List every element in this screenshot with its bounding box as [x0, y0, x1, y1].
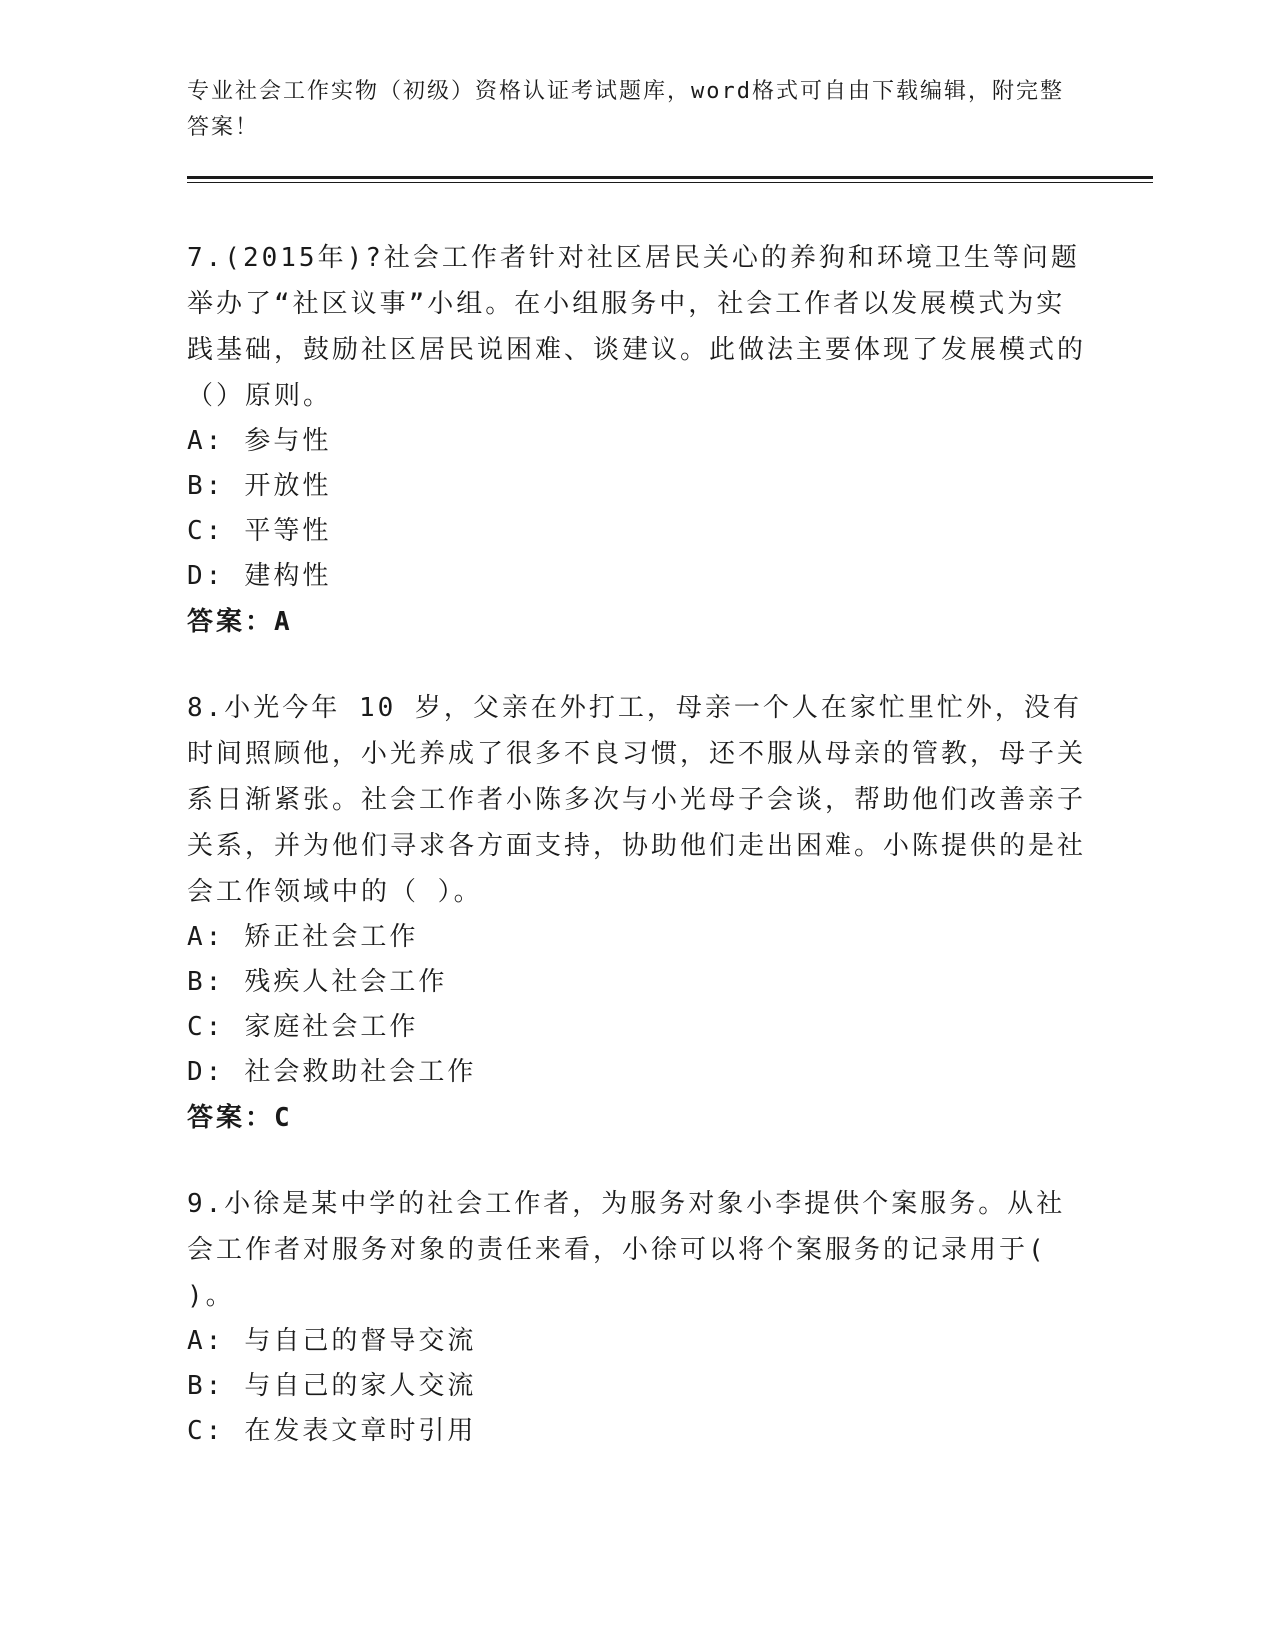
option-letter: C: — [187, 1416, 225, 1446]
option-b — [187, 464, 1087, 509]
option-d — [187, 554, 1087, 599]
option-letter: B: — [187, 1371, 225, 1401]
option-letter: D: — [187, 561, 225, 591]
answer-line: 答案：C — [187, 1103, 293, 1133]
answer-line: 答案：A — [187, 607, 293, 637]
option-text: 残疾人社会工作 — [244, 967, 448, 997]
option-text: 建构性 — [244, 561, 332, 591]
option-letter: C: — [187, 516, 225, 546]
option-letter: C: — [187, 1012, 225, 1042]
header-rule-thin — [187, 182, 1153, 183]
option-text: 参与性 — [244, 426, 332, 456]
option-text: 与自己的督导交流 — [244, 1326, 477, 1356]
option-b — [187, 960, 1087, 1005]
question-8 — [187, 685, 1087, 1141]
option-letter: B: — [187, 967, 225, 997]
document-header: 专业社会工作实物（初级）资格认证考试题库，word格式可自由下载编辑，附完整答案！ — [187, 79, 1064, 140]
option-a — [187, 915, 1087, 960]
option-letter: A: — [187, 426, 225, 456]
option-text: 开放性 — [244, 471, 332, 501]
option-text: 平等性 — [244, 516, 332, 546]
option-c — [187, 1005, 1087, 1050]
option-a — [187, 419, 1087, 464]
option-letter: B: — [187, 471, 225, 501]
option-d — [187, 1050, 1087, 1095]
option-a — [187, 1319, 1087, 1364]
option-b — [187, 1364, 1087, 1409]
question-9 — [187, 1181, 1087, 1454]
option-letter: A: — [187, 922, 225, 952]
question-stem: 9.小徐是某中学的社会工作者，为服务对象小李提供个案服务。从社会工作者对服务对象的责任来看，小徐可以将个案服务的记录用于( )。 — [187, 1189, 1066, 1311]
option-text: 与自己的家人交流 — [244, 1371, 477, 1401]
question-list — [187, 235, 1087, 1494]
question-stem: 8.小光今年 10 岁，父亲在外打工，母亲一个人在家忙里忙外，没有时间照顾他，小光养成了很多不良习惯，还不服从母亲的管教，母子关系日渐紧张。社会工作者小陈多次与小光母子会谈，帮助他们改善亲子关系，并为他们寻求各方面支持，协助他们走出困难。小陈提供的是社会工作领域中的（ ）。 — [187, 693, 1087, 907]
question-7 — [187, 235, 1087, 645]
question-stem: 7.(2015年)?社会工作者针对社区居民关心的养狗和环境卫生等问题举办了“社区议事”小组。在小组服务中，社会工作者以发展模式为实践基础，鼓励社区居民说困难、谈建议。此做法主要体现了发展模式的（）原则。 — [187, 243, 1087, 411]
option-letter: A: — [187, 1326, 225, 1356]
option-text: 家庭社会工作 — [244, 1012, 419, 1042]
option-letter: D: — [187, 1057, 225, 1087]
option-text: 在发表文章时引用 — [244, 1416, 477, 1446]
header-rule-thick — [187, 176, 1153, 179]
option-text: 社会救助社会工作 — [244, 1057, 477, 1087]
option-c — [187, 509, 1087, 554]
option-text: 矫正社会工作 — [244, 922, 419, 952]
option-c — [187, 1409, 1087, 1454]
